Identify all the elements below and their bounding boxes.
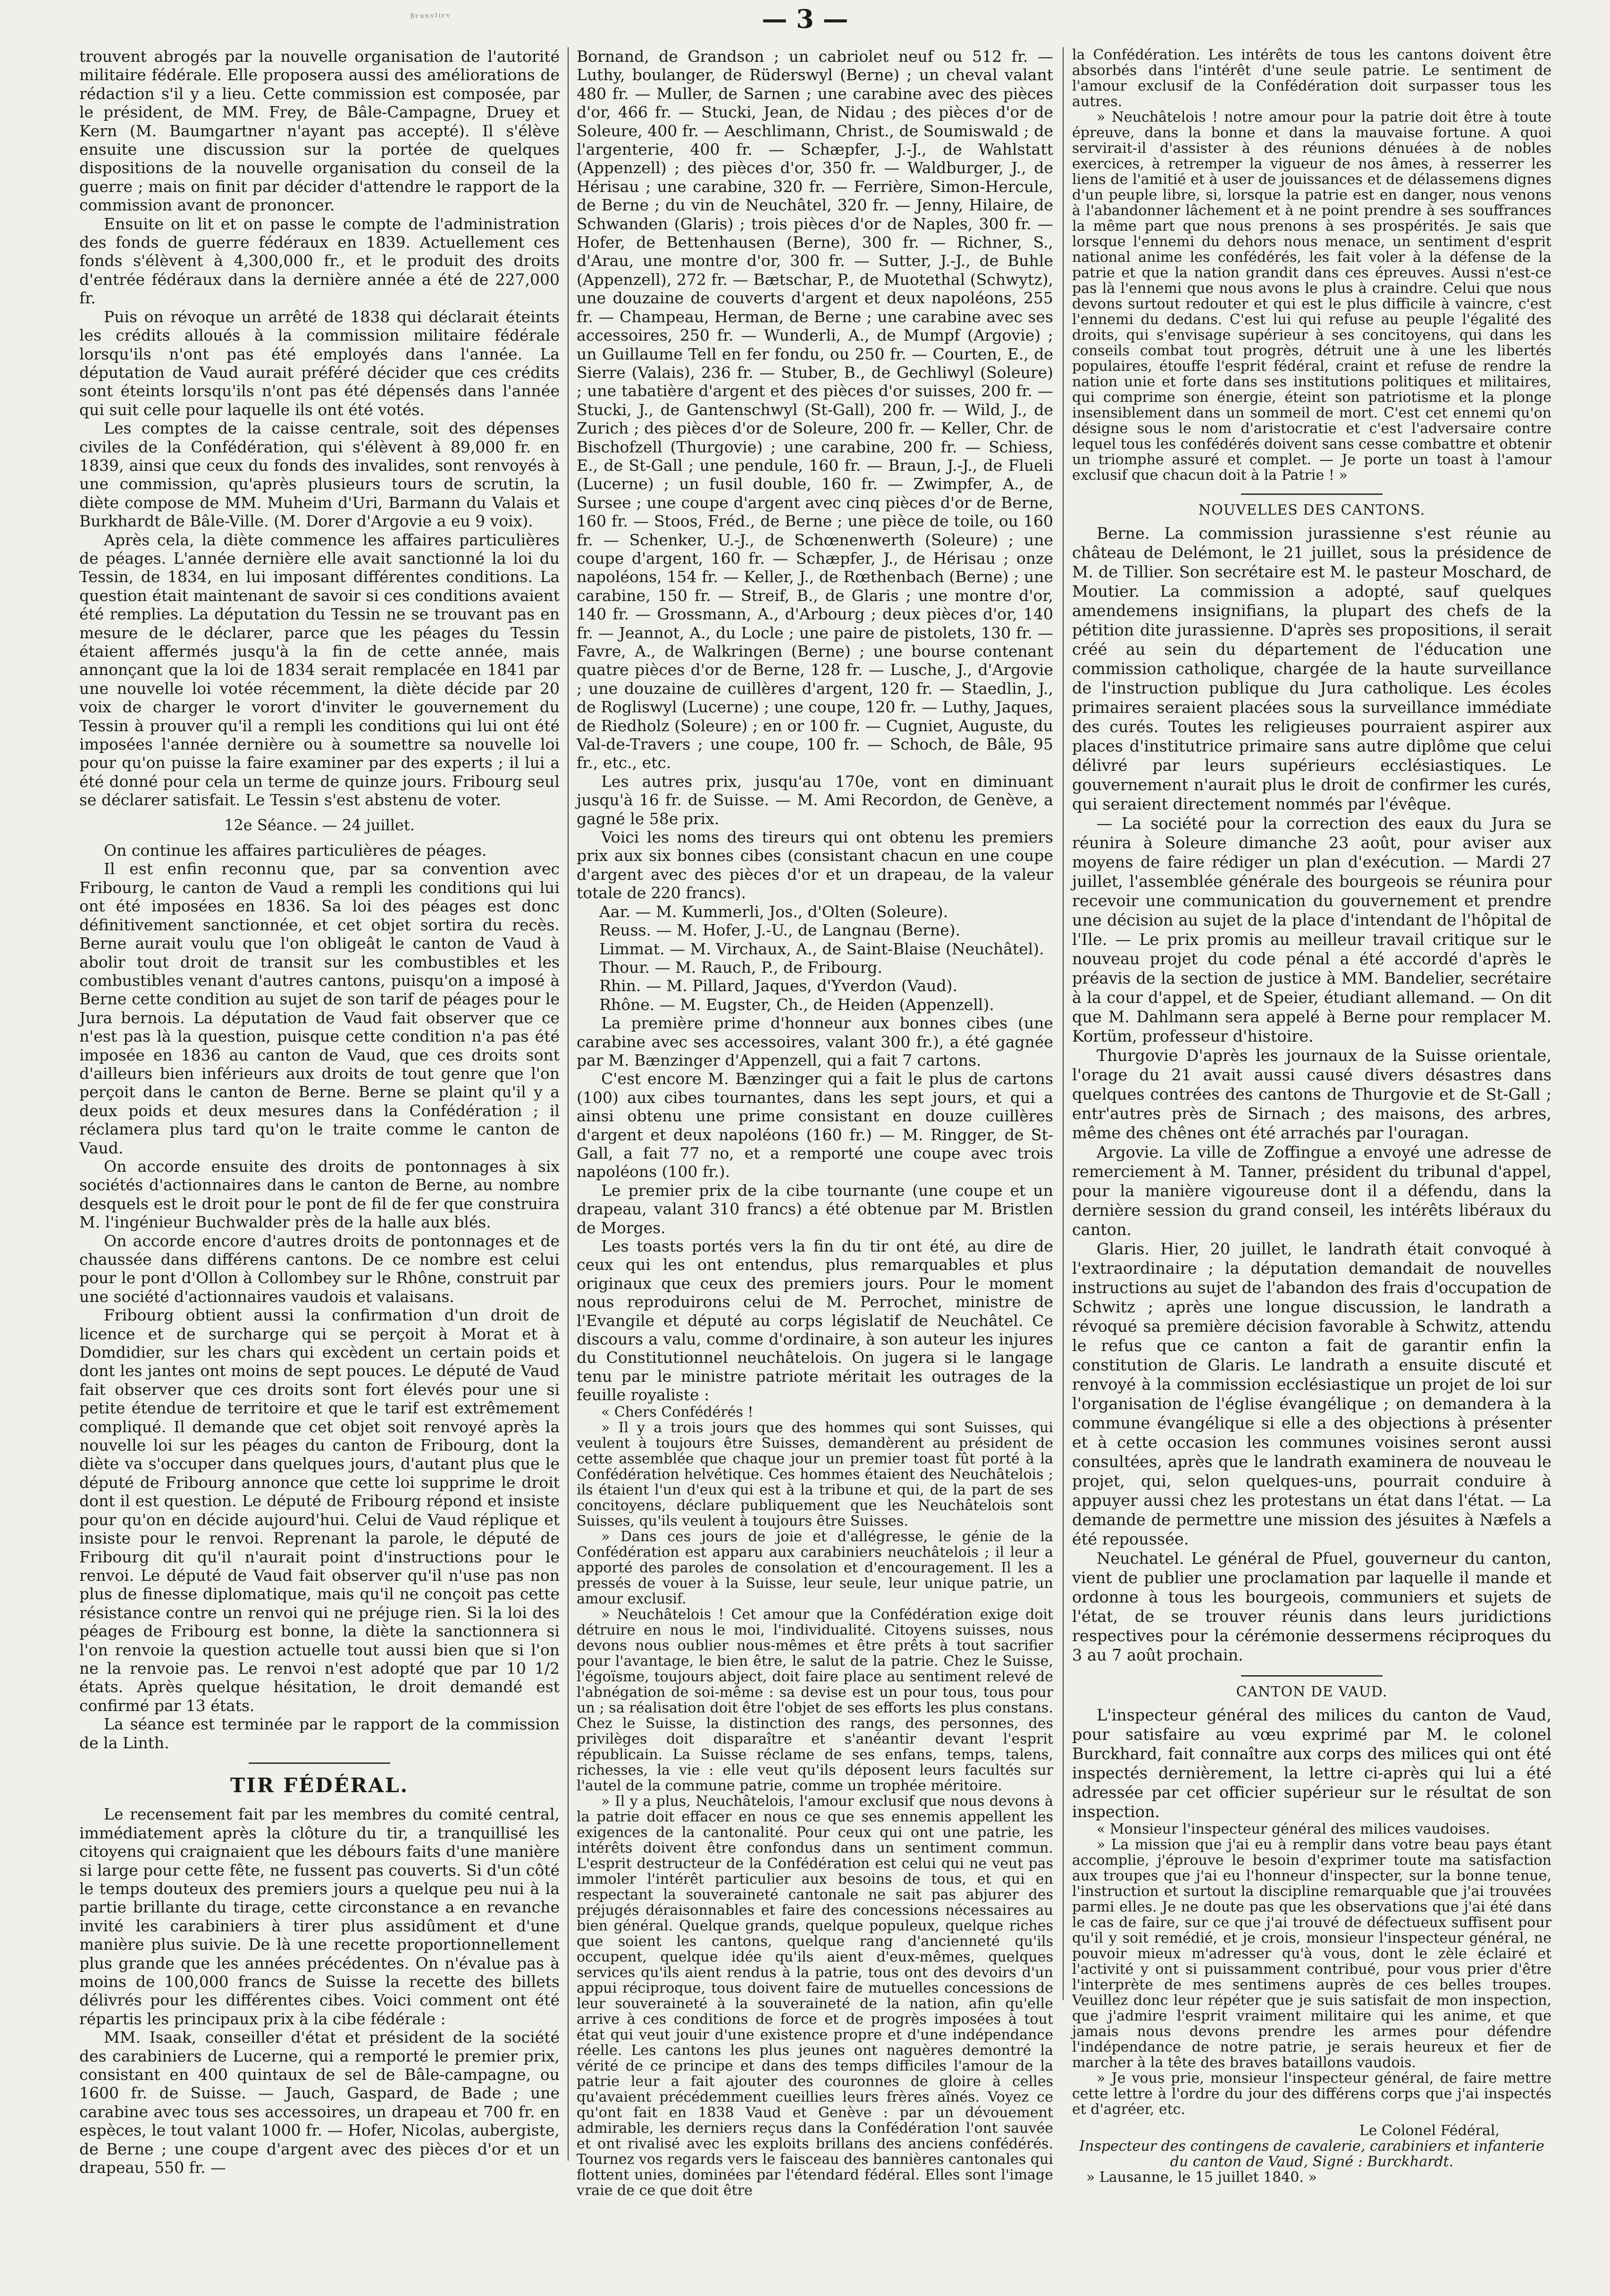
paragraph: Les comptes de la caisse centrale, soit des dépenses civiles de la Confédération, qui s'élèvent à 89,000 fr. en 1839, ainsi que ceux du fonds des invalides, sont renvoyés à une commission, qu'après plusieurs tours de scrutin, la diète compose de MM. Muheim d'Uri, Barmann du Valais et Burkhardt de Bâle-Ville. (M. Dorer d'Argovie a eu 9 voix).	[79, 419, 560, 531]
column-rule-2	[1063, 47, 1064, 2000]
paragraph: On accorde encore d'autres droits de pontonnages et de chaussée dans différens cantons. De ce nombre est celui pour le pont d'Ollon à Collombey sur le Rhône, construit par une société d'actionnaires vaudois et valaisans.	[79, 1231, 560, 1306]
column-3	[1072, 47, 1551, 2185]
column-rule-1	[568, 47, 569, 2161]
paragraph: — La société pour la correction des eaux du Jura se réunira à Soleure dimanche 23 août, pour aviser aux moyens de faire rédiger un plan d'exécution. — Mardi 27 juillet, l'assemblée générale des bourgeois se réunira pour recevoir une communication du gouvernement et prendre une décision au sujet de la place d'intendant de l'hôpital de l'Ile. — Le prix promis au meilleur travail critique sur le nouveau projet du code pénal a été accordé d'après le préavis de la section de justice à MM. Bandelier, secrétaire à la cour d'appel, et de Speier, étudiant allemand. — On dit que M. Dahlmann sera appelé à Berne pour remplacer M. Kortüm, professeur d'histoire.	[1072, 814, 1551, 1045]
library-stamp: ᵦᵣᵤₙᵥₗᵢᵣᵥ	[410, 8, 451, 21]
column-2	[577, 47, 1053, 2198]
letter-paragraph: » Je vous prie, monsieur l'inspecteur général, de faire mettre cette lettre à l'ordre du jour des différens corps que j'ai inspectés et d'agréer, etc.	[1072, 2070, 1551, 2118]
paragraph: L'inspecteur général des milices du canton de Vaud, pour satisfaire au vœu exprimé par M. le colonel Burckhard, fait connaître aux corps des milices qui ont été inspectés dernièrement, la lettre ci-après qui lui a été adressée par cet officier supérieur sur le résultat de son inspection.	[1072, 1706, 1551, 1821]
section-title: NOUVELLES DES CANTONS.	[1198, 502, 1426, 518]
quote-paragraph: » Dans ces jours de joie et d'allégresse, le génie de la Confédération est apparu aux carabiniers neuchâtelois ; il leur a apporté des paroles de consolation et d'encouragement. Il les a pressés de vouer à la Suisse, leur seule, leur unique patrie, un amour exclusif.	[577, 1528, 1053, 1607]
quote-paragraph: « Chers Confédérés !	[601, 1403, 754, 1420]
letter-paragraph: « Monsieur l'inspecteur général des milices vaudoises.	[1097, 1821, 1490, 1837]
paragraph: Voici les noms des tireurs qui ont obtenu les premiers prix aux six bonnes cibes (consistant chacun en une coupe d'argent avec des pièces d'or et un drapeau, de la valeur totale de 220 francs).	[577, 828, 1053, 902]
paragraph: Neuchatel. Le général de Pfuel, gouverneur du canton, vient de publier une proclamation par laquelle il mande et ordonne à tous les bourgeois, communiers et sujets de l'état, de se trouver réunis dans leurs juridictions respectives pour la cérémonie dessermens réciproques du 3 au 7 août prochain.	[1072, 1549, 1551, 1664]
paragraph: Glaris. Hier, 20 juillet, le landrath était convoqué à l'extraordinaire ; la députation demandait de nouvelles instructions au sujet de l'abandon des frais d'occupation de Schwitz ; après une longue discussion, le landrath a révoqué sa première décision favorable à Schwitz, attendu le refus que ce canton a fait de garantir enfin la constitution de Glaris. Le landrath a ensuite discuté et renvoyé à la commission ecclésiastique un projet de loi sur l'organisation de l'église évangélique ; on demandera à la commune évangélique si elle a des objections à présenter et à cette occasion les communes voisines seront aussi consultées, après que le landrath examinera de nouveau le projet, qui, selon quelques-uns, pourrait conduire à appuyer aussi chez les protestans un état dans l'état. — La demande de permettre une mission des jésuites à Næfels a été repoussée.	[1072, 1240, 1551, 1548]
paragraph: Les toasts portés vers la fin du tir ont été, au dire de ceux qui les ont entendus, plus remarquables et plus originaux que ceux des premiers jours. Pour le moment nous reproduirons celui de M. Perrochet, ministre de l'Evangile et député au corps législatif de Neuchâtel. Ce discours a valu, comme d'ordinaire, à son auteur les injures du Constitutionnel neuchâtelois. On jugera si le langage tenu par le ministre patriote méritait les outrages de la feuille royaliste :	[577, 1237, 1053, 1404]
list-item: Rhône. — M. Eugster, Ch., de Heiden (Appenzell).	[599, 995, 994, 1014]
paragraph: MM. Isaak, conseiller d'état et président de la société des carabiniers de Lucerne, qui a remporté le premier prix, consistant en 400 quintaux de sel de Bâle-campagne, ou 1600 fr. de Suisse. — Jauch, Gaspard, de Bade ; une carabine avec tous ses accessoires, un drapeau et 700 fr. en espèces, le tout valant 1000 fr. — Hofer, Nicolas, aubergiste, de Berne ; une coupe d'argent avec des pièces d'or et un drapeau, 550 fr. —	[79, 2028, 560, 2177]
list-item: Rhin. — M. Pillard, Jaques, d'Yverdon (Vaud).	[599, 977, 958, 995]
section-divider	[1241, 493, 1383, 495]
quote-paragraph: » Neuchâtelois ! notre amour pour la patrie doit être à toute épreuve, dans la bonne et dans la mauvaise fortune. A quoi servirait-il d'assister à des réunions dénuées à de nobles exercices, à retremper la vigueur de nos âmes, à resserrer les liens de l'amitié et à user de jouissances et de délassemens dignes d'un peuple libre, si, lorsque la patrie est en danger, nous venons à l'abandonner lâchement et à ne point prendre à ses souffrances la même part que nous prenons à ses prospérités. Je sais que lorsque l'ennemi du dehors nous menace, un sentiment d'esprit national anime les confédérés, les fait voler à la défense de la patrie et que la nation grandit dans ces épreuves. Aussi n'est-ce pas là l'ennemi que nous avons le plus à craindre. Celui que nous devons surtout redouter et qui est le plus difficile à vaincre, c'est l'ennemi du dedans. C'est lui qui refuse au peuple l'égalité des droits, qui s'envisage supérieur à ses concitoyens, qui dans les conseils combat tout progrès, détruit une à une les libertés populaires, étouffe l'esprit fédéral, craint et refuse de rendre la nation unie et forte dans ses institutions politiques et militaires, qui comprime son énergie, éteint son patriotisme et la plonge insensiblement dans un sommeil de mort. C'est cet ennemi qu'on désigne sous le nom d'aristocratie et c'est l'adversaire contre lequel tous les confédérés doivent sans cesse combattre et obtenir un triomphe assuré et complet. — Je porte un toast à l'amour exclusif que chacun doit à la Patrie ! »	[1072, 109, 1551, 484]
section-divider	[249, 1762, 390, 1764]
paragraph: Berne. La commission jurassienne s'est réunie au château de Delémont, le 21 juillet, sous la présidence de M. de Tillier. Son secrétaire est M. le pasteur Moschard, de Moutier. La commission a adopté, sauf quelques amendemens insignifians, la plupart des chefs de la pétition dite jurassienne. D'après ses propositions, il serait créé au sein du département de l'éducation une commission catholique, chargée de la haute surveillance de l'instruction publique du Jura catholique. Les écoles primaires seraient placées sous la surveillance immédiate des curés. Toutes les religieuses pourraient aspirer aux places d'institutrice primaire sans autre diplôme que celui délivré par leurs supérieurs ecclésiastiques. Le gouvernement n'aurait plus le droit de confirmer les curés, qui seraient directement nommés par l'évêque.	[1072, 524, 1551, 813]
quote-paragraph: » Il y a trois jours que des hommes qui sont Suisses, qui veulent à toujours être Suisses, demandèrent au président de cette assemblée que chaque jour un premier toast fût porté à la Confédération helvétique. Ces hommes étaient des Neuchâtelois ; ils étaient l'un d'eux qui est à la tribune et qui, de la part de ses concitoyens, déclare publiquement que les Neuchâtelois sont Suisses, qu'ils veulent à toujours être Suisses.	[577, 1419, 1053, 1529]
list-item: Reuss. — M. Hofer, J.-U., de Langnau (Berne).	[599, 921, 961, 940]
paragraph: Argovie. La ville de Zoffingue a envoyé une adresse de remerciement à M. Tanner, président du tribunal d'appel, pour la manière vigoureuse dont il a défendu, dans la dernière session du grand conseil, les intérêts libéraux du canton.	[1072, 1143, 1551, 1239]
paragraph: Puis on révoque un arrêté de 1838 qui déclarait éteints les crédits alloués à la commission militaire fédérale lorsqu'ils n'ont pas été employés dans l'année. La députation de Vaud aurait préféré décider que ces crédits sont éteints lorsqu'ils n'ont pas été dépensés dans l'année qui suit celle pour laquelle ils ont été votés.	[79, 307, 560, 419]
paragraph: Le premier prix de la cibe tournante (une coupe et un drapeau, valant 310 francs) a été obtenue par M. Bristlen de Morges.	[577, 1181, 1053, 1237]
section-divider	[1241, 1675, 1383, 1677]
quote-paragraph: la Confédération. Les intérêts de tous les cantons doivent être absorbés dans l'intérêt d'une seule patrie. Le sentiment de l'amour exclusif de la Confédération doit surpasser tous les autres.	[1072, 47, 1551, 110]
quote-paragraph: » Neuchâtelois ! Cet amour que la Confédération exige doit détruire en nous le moi, l'individualité. Citoyens suisses, nous devons nous oublier nous-mêmes et être prêts à tout sacrifier pour l'avantage, le bien être, le salut de la patrie. Chez le Suisse, l'égoïsme, toujours abject, doit faire place au sentiment relevé de l'abnégation de soi-même : sa devise est un pour tous, tous pour un ; sa réalisation doit être l'objet de ses efforts les plus constans. Chez le Suisse, la distinction des rangs, des personnes, des privilèges doit disparaître et s'anéantir devant l'esprit républicain. La Suisse réclame de ses enfans, temps, talens, richesses, la vie : elle veut qu'ils déposent leurs facultés sur l'autel de la commune patrie, comme un trophée méritoire.	[577, 1606, 1053, 1794]
list-item: Aar. — M. Kummerli, Jos., d'Olten (Soleure).	[599, 902, 948, 921]
letter-paragraph: » La mission que j'ai eu à remplir dans votre beau pays étant accomplie, j'éprouve le besoin d'exprimer toute ma satisfaction aux troupes que j'ai eu l'honneur d'inspecter, sur la bonne tenue, l'instruction et surtout la discipline remarquable que j'ai trouvées parmi elles. Je ne doute pas que les observations que j'ai été dans le cas de faire, sur ce que j'ai trouvé de défectueux suffisent pour qu'il y soit remédié, et je crois, monsieur l'inspecteur général, ne pouvoir mieux m'adresser qu'à vous, dont le zèle éclairé et l'activité y ont si puissamment contribué, pour vous prier d'être l'interprète de mes sentimens auprès de ces belles troupes. Veuillez donc leur répéter que je suis satisfait de mon inspection, que j'admire l'esprit vraiment militaire qui les anime, et que jamais nous devons prendre les armes pour défendre l'indépendance de notre patrie, je serais heureux et fier de marcher à la tête des braves bataillons vaudois.	[1072, 1837, 1551, 2071]
paragraph: On accorde ensuite des droits de pontonnages à six sociétés d'actionnaires dans le canton de Berne, au nombre desquels est le droit pour le pont de fil de fer que construira M. l'ingénieur Buchwalder près de la halle aux blés.	[79, 1157, 560, 1232]
paragraph: La première prime d'honneur aux bonnes cibes (une carabine avec ses accessoires, valant 300 fr.), a été gagnée par M. Bænzinger d'Appenzell, qui a fait 7 cartons.	[577, 1014, 1053, 1069]
paragraph: La séance est terminée par le rapport de la commission de la Linth.	[79, 1715, 560, 1752]
section-title: CANTON DE VAUD.	[1236, 1684, 1388, 1700]
paragraph: Après cela, la diète commence les affaires particulières de péages. L'année dernière elle avait sanctionné la loi du Tessin, de 1834, en lui imposant différentes conditions. La question était maintenant de savoir si ces conditions avaient été remplies. La députation du Tessin ne se trouvant pas en mesure de le déclarer, parce que les péages du Tessin étaient affermés jusqu'à la fin de cette année, mais annonçant que la loi de 1834 serait remplacée en 1841 par une nouvelle loi votée récemment, la diète décide par 20 voix de charger le vorort d'inviter le gouvernement du Tessin à prouver qu'il a rempli les conditions qui lui ont été imposées l'année dernière ou à soumettre sa nouvelle loi pour qu'on puisse la faire examiner par des experts ; il lui a été donné pour cela un terme de quinze jours. Fribourg seul se déclarer satisfait. Le Tessin s'est abstenu de voter.	[79, 530, 560, 810]
paragraph: C'est encore M. Bænzinger qui a fait le plus de cartons (100) aux cibes tournantes, dans les sept jours, et qui a ainsi obtenu une prime consistant en douze cuillères d'argent et deux napoléons (160 fr.) — M. Ringger, de St-Gall, a fait 77 no, et a remporté une coupe avec trois napoléons (100 fr.).	[577, 1069, 1053, 1181]
column-1	[79, 47, 560, 2177]
paragraph: Ensuite on lit et on passe le compte de l'administration des fonds de guerre fédéraux en 1839. Actuellement ces fonds s'élèvent à 4,300,000 fr., et le produit des droits d'entrée fédéraux dans la dernière année a été de 227,000 fr.	[79, 214, 560, 308]
paragraph: Fribourg obtient aussi la confirmation d'un droit de licence et de surcharge qui se perçoit à Morat et à Domdidier, sur les chars qui excèdent un certain poids et dont les jantes ont moins de sept pouces. Le député de Vaud fait observer que ces droits sont fort élevés pour une si petite étendue de territoire et que le tarif est extrêmement compliqué. Il demande que cet objet soit renvoyé après la nouvelle loi sur les péages du canton de Fribourg, dont la diète va s'occuper dans quelques jours, d'autant plus que le député de Fribourg annonce que cette loi supprime le droit dont il est question. Le député de Fribourg répond et insiste pour qu'on en décide aujourd'hui. Celui de Vaud réplique et insiste pour le renvoi. Reprenant la parole, le député de Fribourg dit qu'il n'aurait point d'instructions pour le renvoi. Le député de Vaud fait observer qu'il n'use pas non plus de finesse diplomatique, mais qu'il ne conçoit pas cette résistance contre un renvoi qui ne préjuge rien. Si la loi des péages de Fribourg est bonne, la diète la sanctionnera si l'on renvoie la question actuelle tout aussi bien que si l'on ne la renvoie pas. Le renvoi n'est adopté que par 10 1/2 états. Après quelque hésitation, le droit demandé est confirmé par 13 états.	[79, 1306, 560, 1715]
list-item: Thour. — M. Rauch, P., de Fribourg.	[599, 958, 883, 977]
paragraph: Le recensement fait par les membres du comité central, immédiatement après la clôture du tir, a tranquillisé les citoyens qui craignaient que les débours faits d'une manière si large pour cette fête, ne fussent pas couverts. Si d'un côté le temps douteux des premiers jours a quelque peu nui à la partie brillante du tirage, cette circonstance a en revanche invité les carabiniers à tirer plus assidûment et d'une manière plus suivie. De là une recette proportionnellement plus grande que les années précédentes. On n'évalue pas à moins de 100,000 francs de Suisse la recette des billets délivrés pour les différentes cibes. Voici comment ont été répartis les principaux prix à la cibe fédérale :	[79, 1805, 560, 2028]
quote-paragraph: » Il y a plus, Neuchâtelois, l'amour exclusif que nous devons à la patrie doit effacer en nous ce que ses ennemis appellent les exigences de la cantonalité. Pour ceux qui ont une patrie, les intérêts doivent être confondus dans un sentiment commun. L'esprit destructeur de la Confédération est celui qui ne veut pas immoler l'intérêt particulier aux besoins de tous, et qui en respectant la souveraineté cantonale ne sait pas abjurer des préjugés déraisonnables et faire des concessions nécessaires au bien général. Quelque grands, quelque populeux, quelque riches que soient les cantons, quelque rang d'ancienneté qu'ils occupent, quelque idée qu'ils aient d'eux-mêmes, quelques services qu'ils aient rendus à la patrie, tous ont des devoirs d'un appui réciproque, tous doivent faire de mutuelles concessions de leur souveraineté à la souveraineté de la nation, afin qu'elle arrive à ces conditions de force et de progrès imposées à tout état qui veut jouir d'une existence propre et d'une indépendance réelle. Les cantons les plus jeunes ont naguères demontré la vérité de ce principe et dans des temps difficiles l'amour de la patrie leur a fait ajouter des couronnes de gloire à celles qu'avaient précédemment cueillies leurs frères aînés. Voyez ce qu'ont fait en 1838 Vaud et Genève : par un dévouement admirable, les derniers reçus dans la Confédération l'ont sauvée et ont rivalisé avec les exploits brillans des anciens confédérés. Tournez vos regards vers le faisceau des bannières cantonales qui flottent unies, dominées par l'étendard fédéral. Elles sont l'image vraie de ce que doit être	[577, 1793, 1053, 2199]
list-item: Limmat. — M. Virchaux, A., de Saint-Blaise (Neuchâtel).	[599, 939, 1044, 958]
letter-dateline: » Lausanne, le 15 juillet 1840. »	[1086, 2169, 1317, 2186]
paragraph: Bornand, de Grandson ; un cabriolet neuf ou 512 fr. — Luthy, boulanger, de Rüderswyl (Berne) ; un cheval valant 480 fr. — Muller, de Sarnen ; une carabine avec des pièces d'or, 466 fr. — Stucki, Jean, de Nidau ; des pièces d'or de Soleure, 400 fr. — Aeschlimann, Christ., de Soumiswald ; de l'argenterie, 400 fr. — Schæpfer, J.-J., de Wahlstatt (Appenzell) ; des pièces d'or, 350 fr. — Waldburger, J., de Hérisau ; une carabine, 320 fr. — Ferrière, Simon-Hercule, de Berne ; du vin de Neuchâtel, 320 fr. — Jenny, Hilaire, de Schwanden (Glaris) ; trois pièces d'or de Naples, 300 fr. — Hofer, de Bettenhausen (Berne), 300 fr. — Richner, S., d'Arau, une montre d'or, 300 fr. — Sutter, J.-J., de Buhle (Appenzell), 272 fr. — Bætschar, P., de Muotethal (Schwytz), une douzaine de couverts d'argent et deux napoléons, 255 fr. — Champeau, Herman, de Berne ; une carabine avec ses accessoires, 250 fr. — Wunderli, A., de Mumpf (Argovie) ; un Guillaume Tell en fer fondu, ou 250 fr. — Courten, E., de Sierre (Valais), 236 fr. — Stuber, B., de Gechliwyl (Soleure) ; une tabatière d'argent et des pièces d'or suisses, 200 fr. — Stucki, J., de Gantenschwyl (St-Gall), 200 fr. — Wild, J., de Zurich ; des pièces d'or de Soleure, 200 fr. — Keller, Chr. de Bischofzell (Thurgovie) ; une carabine, 200 fr. — Schiess, E., de St-Gall ; une pendule, 160 fr. — Braun, J.-J., de Flueli (Lucerne) ; un fusil double, 160 fr. — Zwimpfer, A., de Sursee ; une coupe d'argent avec cinq pièces d'or de Berne, 160 fr. — Stoos, Fréd., de Berne ; une pièce de toile, ou 160 fr. — Schenker, U.-J., de Schœnenwerth (Soleure) ; une coupe d'argent, 160 fr. — Schæpfer, J., de Hérisau ; onze napoléons, 154 fr. — Keller, J., de Rœthenbach (Berne) ; une carabine, 150 fr. — Streif, B., de Glaris ; une montre d'or, 140 fr. — Grossmann, A., d'Arbourg ; deux pièces d'or, 140 fr. — Jeannot, A., du Locle ; une paire de pistolets, 130 fr. — Favre, A., de Walkringen (Berne) ; une bourse contenant quatre pièces d'or de Berne, 128 fr. — Lusche, J., d'Argovie ; une douzaine de cuillères d'argent, 120 fr. — Staedlin, J., de Rogliswyl (Lucerne) ; une coupe, 120 fr. — Luthy, Jaques, de Riedholz (Soleure) ; en or 100 fr. — Cugniet, Auguste, du Val-de-Travers ; une coupe, 100 fr. — Schoch, de Bâle, 95 fr., etc., etc.	[577, 47, 1053, 772]
session-heading: 12e Séance. — 24 juillet.	[224, 816, 415, 834]
section-title: TIR FÉDÉRAL.	[230, 1773, 409, 1797]
paragraph: trouvent abrogés par la nouvelle organisation de l'autorité militaire fédérale. Elle proposera aussi des améliorations de rédaction s'il y a lieu. Cette commission est composée, par le président, de MM. Frey, de Bâle-Campagne, Druey et Kern (M. Baumgartner n'ayant pas accepté). Il s'élève ensuite une discussion sur la portée de quelques dispositions de la nouvelle organisation du conseil de la guerre ; mais on finit par décider d'attendre le rapport de la commission avant de prononcer.	[79, 47, 560, 215]
paragraph: Il est enfin reconnu que, par sa convention avec Fribourg, le canton de Vaud a rempli les conditions qui lui ont été imposées en 1836. Sa loi des péages est donc définitivement sanctionnée, et cet objet sortira du recès. Berne aurait voulu que l'on obligeât le canton de Vaud à abolir tout droit de transit sur les combustibles et les combustibles venant d'autres cantons, puisqu'on a imposé à Berne cette condition au sujet de son tarif de péages pour le Jura bernois. La députation de Vaud fait observer que ce n'est pas là la question, puisque cette condition n'a pas été imposée en 1836 au canton de Vaud, que ces droits sont d'ailleurs bien inférieurs aux droits de tout genre que l'on perçoit dans le canton de Berne. Berne se plaint qu'il y a deux poids et deux mesures dans la Confédération ; il réclamera plus tard qu'on le traite comme le canton de Vaud.	[79, 860, 560, 1157]
paragraph: On continue les affaires particulières de péages.	[104, 841, 487, 860]
paragraph: Thurgovie D'après les journaux de la Suisse orientale, l'orage du 21 avait aussi causé divers désastres dans quelques contrées des cantons de Thurgovie et de St-Gall ; entr'autres près de Sirnach ; des maisons, des arbres, même des chênes ont été arrachés par l'ouragan.	[1072, 1046, 1551, 1142]
page-number: — 3 —	[762, 4, 848, 34]
page-header	[0, 0, 1610, 38]
paragraph: Les autres prix, jusqu'au 170e, vont en diminuant jusqu'à 16 fr. de Suisse. — M. Ami Recordon, de Genève, a gagné le 58e prix.	[577, 772, 1053, 828]
signature-role: Inspecteur des contingens de cavalerie, carabiniers et infanterie du canton de Vaud, Signé : Burckhardt.	[1079, 2138, 1544, 2170]
signature-title: Le Colonel Fédéral,	[1359, 2122, 1500, 2139]
